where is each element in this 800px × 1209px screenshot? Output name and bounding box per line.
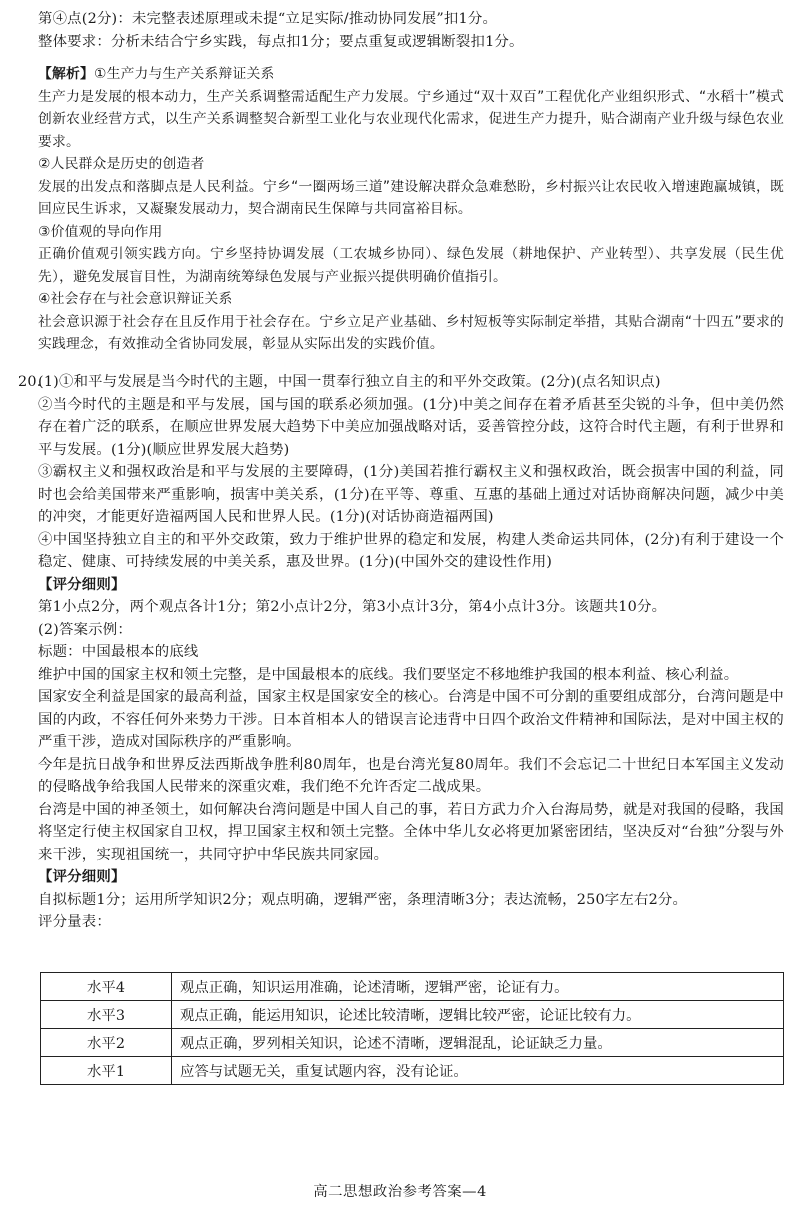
- question-20-part1: [38, 371, 784, 934]
- page-footer: 高二思想政治参考答案—4: [313, 1184, 487, 1200]
- essay-paragraph: 维护中国的国家主权和领土完整，是中国最根本的底线。我们要坚定不移地维护我国的根本利益、核心利益。: [38, 666, 739, 683]
- analysis-point-body: 社会意识源于社会存在且反作用于社会存在。宁乡立足产业基础、乡村短板等实际制定举措，其贴合湖南“十四五”要求的实践理念，有效推动全省协同发展，彰显从实际出发的实践价值。: [38, 313, 784, 352]
- table-row: [41, 973, 784, 1001]
- note-line: 第④点(2分)：未完整表述原理或未提“立足实际/推动协同发展”扣1分。: [38, 11, 498, 27]
- scoring-text: 第1小点2分，两个观点各计1分；第2小点计2分，第3小点计3分，第4小点计3分。该题共10分。: [38, 599, 667, 615]
- rubric-desc: 应答与试题无关，重复试题内容，没有论证。: [172, 1057, 784, 1085]
- essay-title: 标题：中国最根本的底线: [38, 644, 199, 660]
- analysis-point-title: ③价值观的导向作用: [38, 223, 163, 240]
- essay-paragraph: 台湾是中国的神圣领土，如何解决台湾问题是中国人自己的事，若日方武力介入台海局势，就是对我国的侵略，我国将坚定行使主权国家自卫权，捍卫国家主权和领土完整。全体中华儿女必将更加紧密团结，坚决反对“台独”分裂与外来干涉，实现祖国统一，共同守护中华民族共同家园。: [38, 801, 784, 863]
- rubric-level: 水平3: [41, 1001, 172, 1029]
- analysis-section: [38, 63, 784, 356]
- rubric-level: 水平4: [41, 973, 172, 1001]
- scoring-text: 自拟标题1分；运用所学知识2分；观点明确，逻辑严密，条理清晰3分；表达流畅，250字左右2分。: [38, 891, 688, 908]
- analysis-point-title: ④社会存在与社会意识辩证关系: [38, 291, 233, 307]
- analysis-point-body: 生产力是发展的根本动力，生产关系调整需适配生产力发展。宁乡通过“双十双百”工程优化产业组织形式、“水稻十”模式创新农业经营方式，以生产关系调整契合新型工业化与农业现代化需求，促进生产力提升，贴合湖南产业升级与绿色农业要求。: [38, 88, 784, 150]
- rubric-table: [40, 972, 784, 1085]
- part2-intro: (2)答案示例：: [38, 621, 132, 638]
- note-line: 整体要求：分析未结合宁乡实践，每点扣1分；要点重复或逻辑断裂扣1分。: [38, 33, 524, 50]
- answer-point: ③霸权主义和强权政治是和平与发展的主要障碍，(1分)美国若推行霸权主义和强权政治，既会损害中国的利益，同时也会给美国带来严重影响，损害中美关系，(1分)在平等、尊重、互惠的基础上通过对话协商解决问题，减少中美的冲突，才能更好造福两国人民和世界人民。(1分)(对话协商造福两国): [38, 464, 784, 525]
- essay-paragraph: 国家安全利益是国家的最高利益，国家主权是国家安全的核心。台湾是中国不可分割的重要组成部分，台湾问题是中国的内政，不容任何外来势力干涉。日本首相本人的错误言论违背中日四个政治文件精神和国际法，是对中国主权的严重干涉，造成对国际秩序的严重影响。: [38, 689, 784, 750]
- table-row: [41, 1001, 784, 1029]
- scoring-tag: 【评分细则】: [38, 576, 126, 593]
- answer-point: (1)①和平与发展是当今时代的主题，中国一贯奉行独立自主的和平外交政策。(2分)(点名知识点): [38, 374, 661, 390]
- analysis-tag: 【解析】: [38, 66, 94, 82]
- rubric-desc: 观点正确，罗列相关知识，论述不清晰，逻辑混乱，论证缺乏力量。: [172, 1029, 784, 1057]
- rubric-level: 水平1: [41, 1057, 172, 1085]
- rubric-desc: 观点正确，能运用知识，论述比较清晰，逻辑比较严密，论证比较有力。: [172, 1001, 784, 1029]
- answer-point: ④中国坚持独立自主的和平外交政策，致力于维护世界的稳定和发展，构建人类命运共同体，(2分)有利于建设一个稳定、健康、可持续发展的中美关系，惠及世界。(1分)(中国外交的建设性作用): [38, 531, 784, 570]
- analysis-point-title: 【解析】①生产力与生产关系辩证关系: [38, 66, 275, 82]
- analysis-point-title: ②人民群众是历史的创造者: [38, 156, 205, 172]
- rubric-level: 水平2: [41, 1029, 172, 1057]
- essay-paragraph: 今年是抗日战争和世界反法西斯战争胜利80周年，也是台湾光复80周年。我们不会忘记二十世纪日本军国主义发动的侵略战争给我国人民带来的深重灾难，我们绝不允许否定二战成果。: [38, 756, 784, 795]
- analysis-point-body: 正确价值观引领实践方向。宁乡坚持协调发展（工农城乡协同）、绿色发展（耕地保护、产业转型）、共享发展（民生优先），避免发展盲目性，为湖南统筹绿色发展与产业振兴提供明确价值指引。: [38, 246, 784, 285]
- scoring-tag: 【评分细则】: [38, 869, 126, 885]
- rubric-desc: 观点正确，知识运用准确，论述清晰，逻辑严密，论证有力。: [172, 973, 784, 1001]
- answer-point: ②当今时代的主题是和平与发展，国与国的联系必须加强。(1分)中美之间存在着矛盾甚至尖锐的斗争，但中美仍然存在着广泛的联系，在顺应世界发展大趋势下中美应加强战略对话，妥善管控分歧，这符合时代主题，有利于世界和平与发展。(1分)(顺应世界发展大趋势): [38, 396, 784, 458]
- question-number: 20.: [18, 374, 42, 390]
- table-caption: 评分量表：: [38, 914, 111, 930]
- grading-notes: [38, 8, 784, 53]
- analysis-point-body: 发展的出发点和落脚点是人民利益。宁乡“一圈两场三道”建设解决群众急难愁盼，乡村振兴让农民收入增速跑赢城镇，既回应民生诉求，又凝聚发展动力，契合湖南民生保障与共同富裕目标。: [38, 178, 784, 217]
- table-row: [41, 1029, 784, 1057]
- table-row: [41, 1057, 784, 1085]
